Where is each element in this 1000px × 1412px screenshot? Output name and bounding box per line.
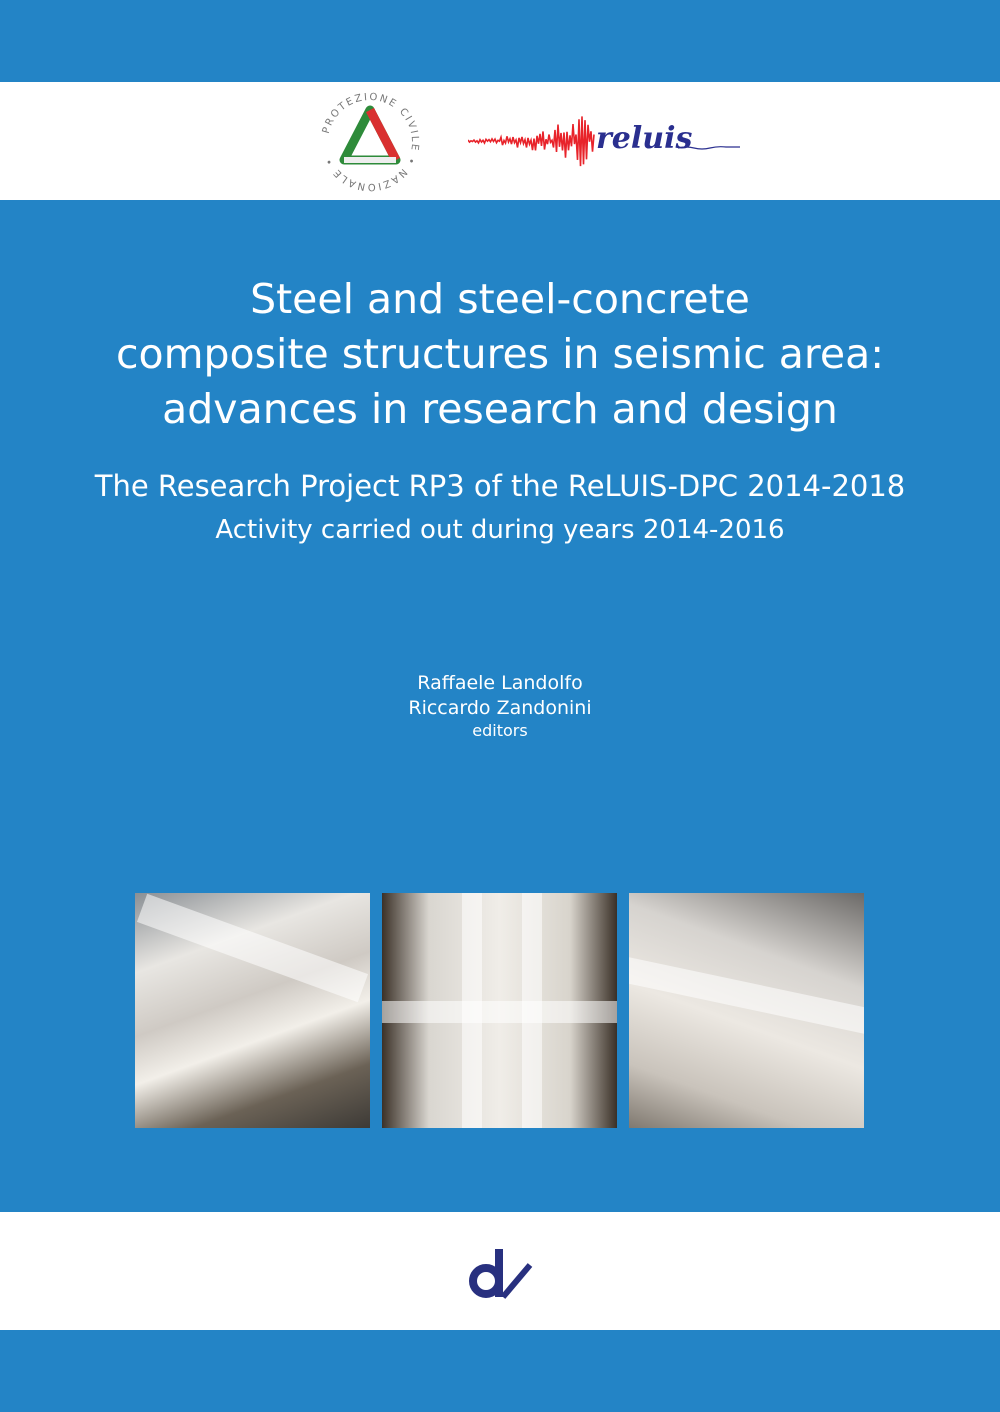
svg-text:PROTEZIONE CIVILE • NAZIONALE: PROTEZIONE CIVILE • NAZIONALE •: [320, 91, 421, 193]
protezione-civile-logo: [314, 86, 426, 198]
editors: [0, 671, 1000, 741]
photo-steel-column-joint: [382, 893, 617, 1128]
photo-steel-joint-buckled-flange: [135, 893, 370, 1128]
subtitle-period: Activity carried out during years 2014-2016: [215, 515, 785, 545]
editor-name: Raffaele Landolfo: [417, 672, 583, 694]
photo-bolted-beam-connection: [629, 893, 864, 1128]
reluis-logo: [468, 108, 740, 174]
title-line: Steel and steel-concrete: [250, 275, 750, 323]
subtitle: The Research Project RP3 of the ReLUIS-DPC 2014-2018: [94, 469, 906, 503]
title-line: advances in research and design: [162, 385, 838, 433]
publisher-dv-logo: [466, 1245, 536, 1301]
svg-text:reluis: reluis: [596, 121, 693, 156]
editor-name: Riccardo Zandonini: [408, 697, 592, 719]
editors-role: editors: [472, 721, 528, 740]
book-title: [0, 272, 1000, 437]
title-line: composite structures in seismic area:: [115, 330, 885, 378]
